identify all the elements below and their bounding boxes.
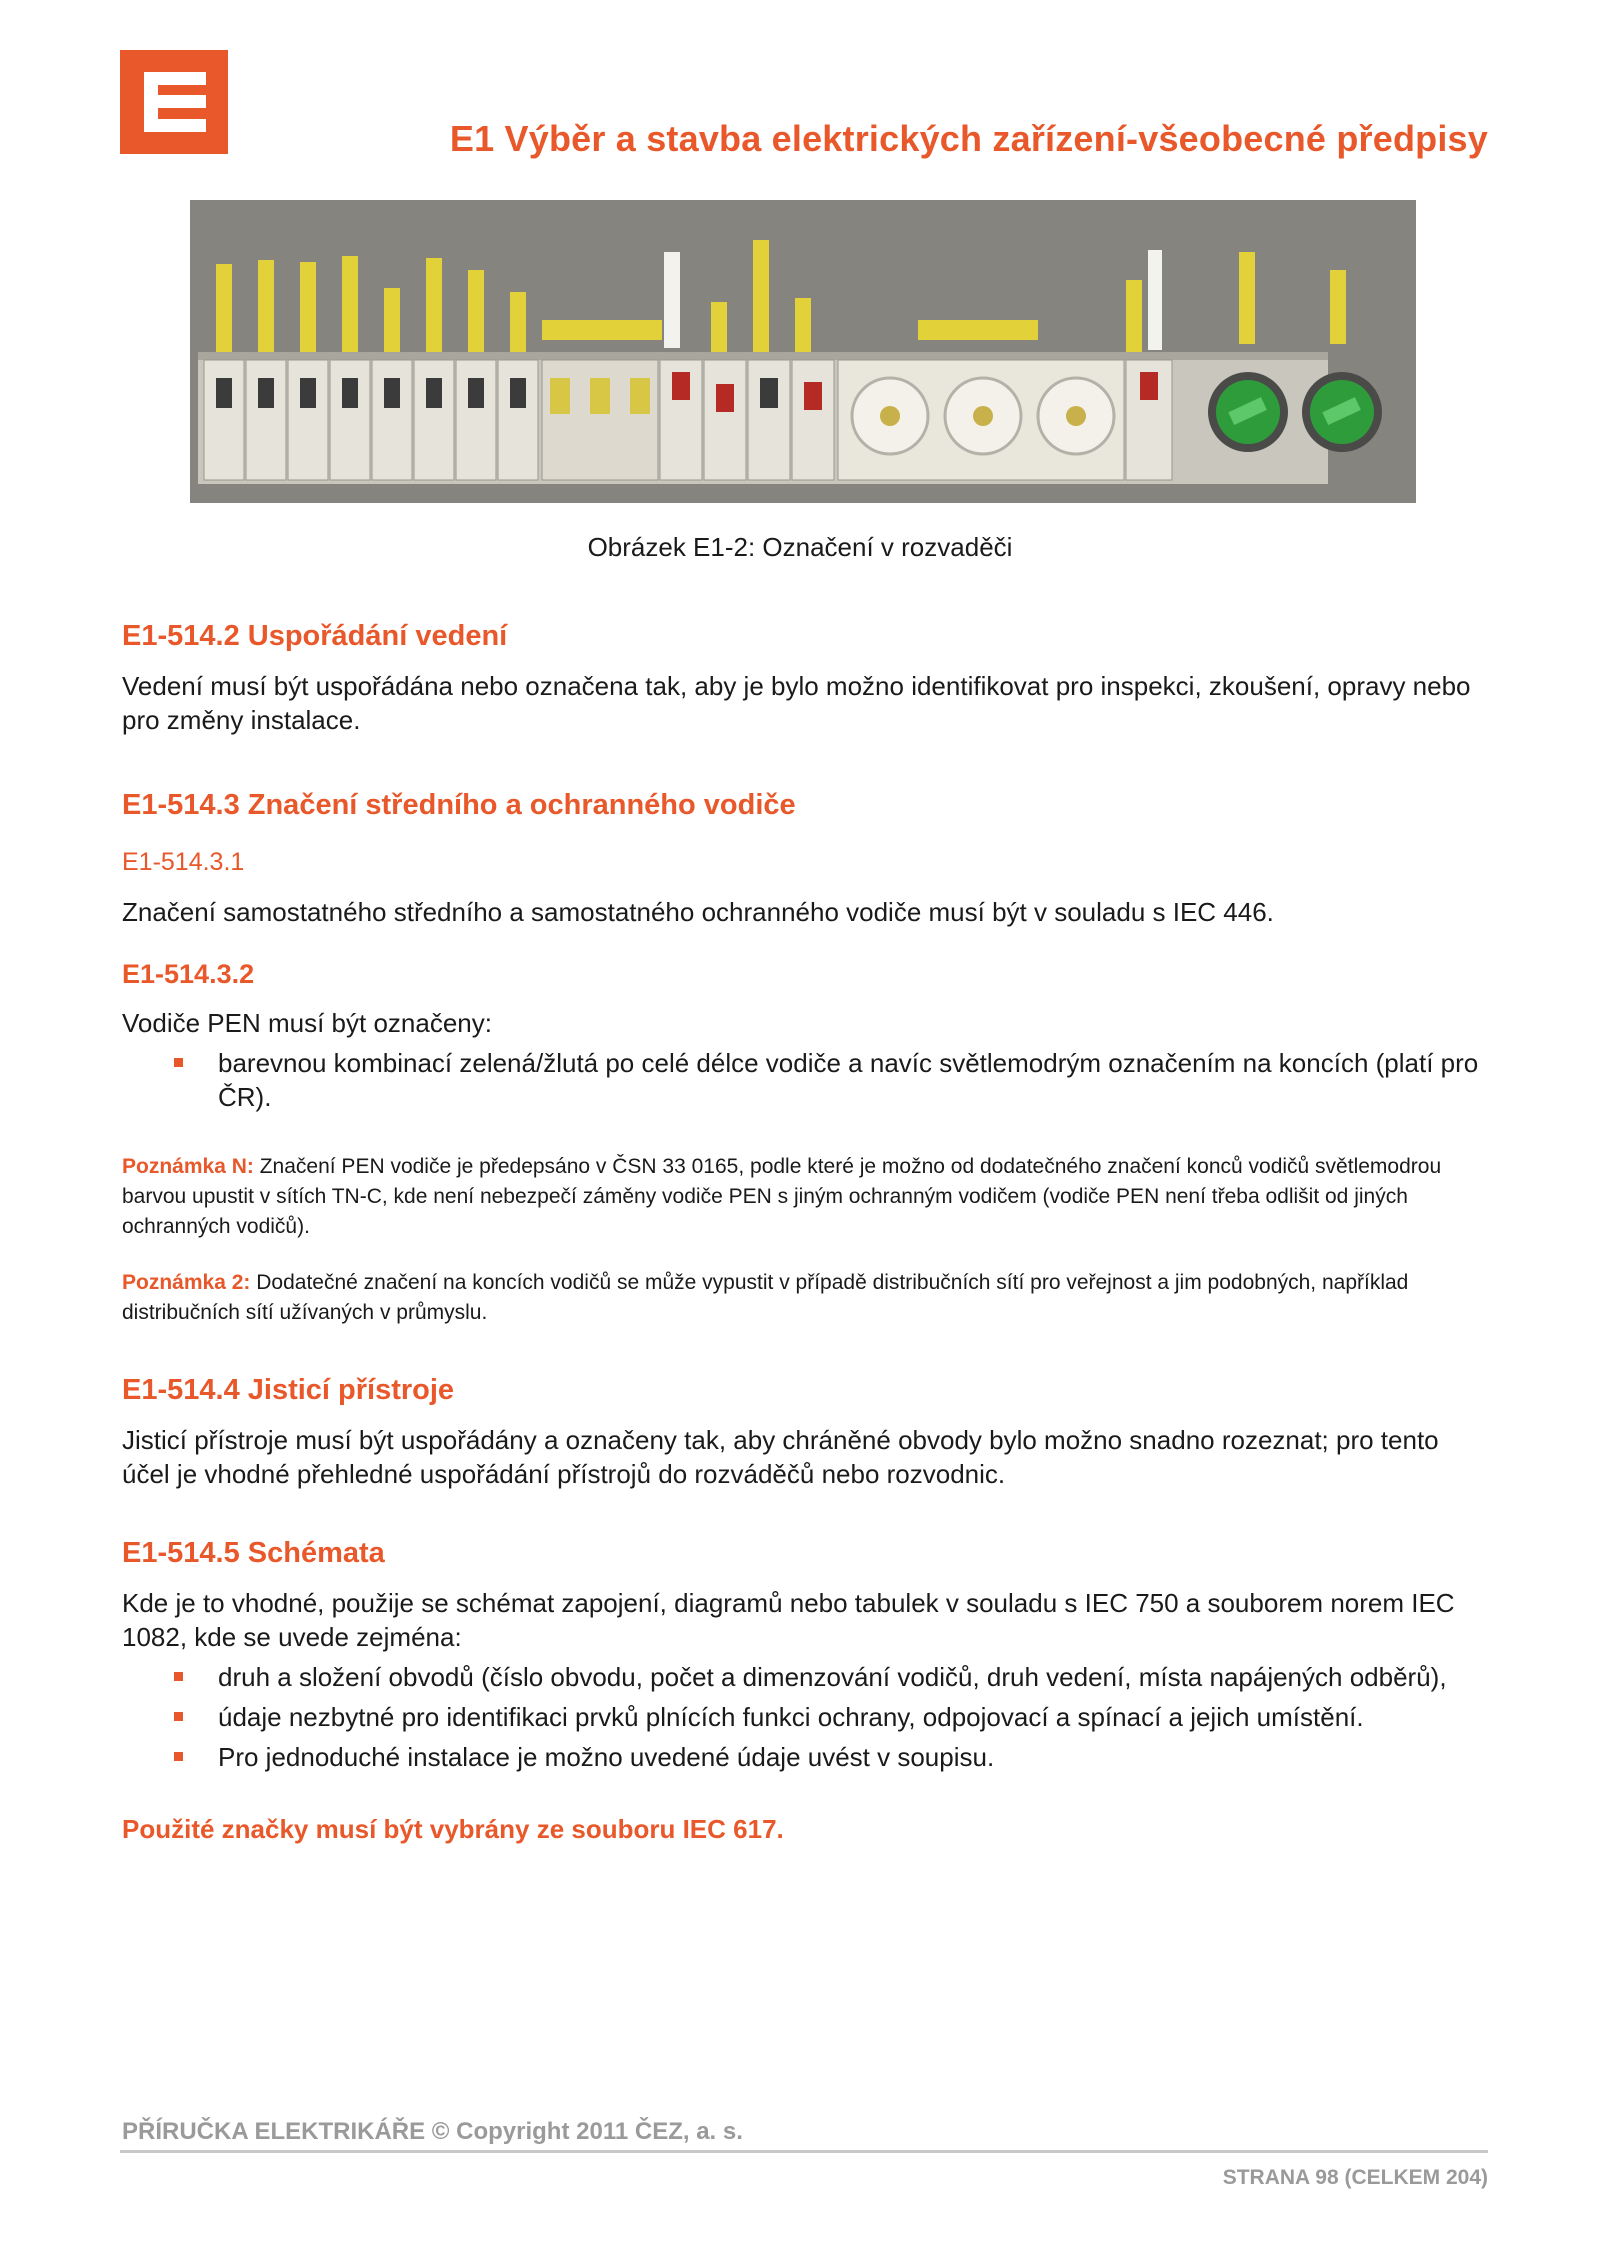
list-item	[122, 1660, 1482, 1694]
note-2	[122, 1268, 1482, 1328]
paragraph: Značení samostatného středního a samostatného ochranného vodiče musí být v souladu s IEC 446.	[122, 897, 1274, 927]
paragraph: Vedení musí být uspořádána nebo označena tak, aby je bylo možno identifikovat pro inspekci, zkoušení, opravy nebo pro změny instalace.	[122, 671, 1471, 735]
footer-page-number: STRANA 98 (CELKEM 204)	[1222, 2166, 1488, 2189]
list-item-text: barevnou kombinací zelená/žlutá po celé délce vodiče a navíc světlemodrým označením na koncích (platí pro ČR).	[218, 1048, 1479, 1112]
footer-copyright: PŘÍRUČKA ELEKTRIKÁŘE © Copyright 2011 ČEZ, a. s.	[122, 2118, 743, 2145]
paragraph: Vodiče PEN musí být označeny:	[122, 1008, 492, 1038]
distribution-board-photo	[190, 200, 1416, 503]
list-item-text: údaje nezbytné pro identifikaci prvků plnících funkci ochrany, odpojovací a spínací a jejich umístění.	[218, 1702, 1364, 1732]
list-item	[122, 1700, 1482, 1734]
cez-logo-icon	[120, 50, 228, 154]
note-text: Značení PEN vodiče je předepsáno v ČSN 33 0165, podle které je možno od dodatečného značení konců vodičů světlemodrou barvou upustit v sítích TN-C, kde není nebezpečí záměny vodiče PEN s jiným ochranným vodičem (vodiče PEN není třeba odlišit od jiných ochranných vodičů).	[122, 1155, 1442, 1238]
list-item-text: Pro jednoduché instalace je možno uvedené údaje uvést v soupisu.	[218, 1742, 995, 1772]
list-item	[122, 1046, 1482, 1114]
bullet-list	[122, 1660, 1482, 1774]
figure-caption: Obrázek E1-2: Označení v rozvaděči	[587, 532, 1013, 562]
note-label: Poznámka N:	[122, 1155, 254, 1178]
list-item-text: druh a složení obvodů (číslo obvodu, počet a dimenzování vodičů, druh vedení, místa napájených odběrů),	[218, 1662, 1447, 1692]
main-content	[122, 620, 1482, 1846]
bullet-list	[122, 1046, 1482, 1114]
section-heading: E1-514.2 Uspořádání vedení	[122, 620, 508, 652]
square-bullet-icon	[174, 1712, 183, 1721]
footer-divider	[120, 2150, 1488, 2153]
section-heading: E1-514.5 Schémata	[122, 1537, 385, 1569]
paragraph: Jisticí přístroje musí být uspořádány a označeny tak, aby chráněné obvody bylo možno snadno rozeznat; pro tento účel je vhodné přehledné uspořádání přístrojů do rozváděčů nebo rozvodnic.	[122, 1425, 1439, 1489]
section-heading: E1-514.3 Značení středního a ochranného vodiče	[122, 789, 796, 821]
final-statement: Použité značky musí být vybrány ze souboru IEC 617.	[122, 1814, 784, 1844]
square-bullet-icon	[174, 1752, 183, 1761]
note-text: Dodatečné značení na koncích vodičů se může vypustit v případě distribučních sítí pro veřejnost a jim podobných, například distribučních sítí užívaných v průmyslu.	[122, 1271, 1409, 1324]
page-title: E1 Výběr a stavba elektrických zařízení-všeobecné předpisy	[449, 118, 1488, 159]
square-bullet-icon	[174, 1058, 183, 1067]
paragraph: Kde je to vhodné, použije se schémat zapojení, diagramů nebo tabulek v souladu s IEC 750 a souborem norem IEC 1082, kde se uvede zejména:	[122, 1588, 1455, 1652]
square-bullet-icon	[174, 1672, 183, 1681]
note-label: Poznámka 2:	[122, 1271, 251, 1294]
subsection-heading: E1-514.3.2	[122, 959, 255, 989]
list-item	[122, 1740, 1482, 1774]
section-heading: E1-514.4 Jisticí přístroje	[122, 1374, 455, 1406]
subsection-heading: E1-514.3.1	[122, 848, 245, 876]
note-n	[122, 1152, 1482, 1242]
